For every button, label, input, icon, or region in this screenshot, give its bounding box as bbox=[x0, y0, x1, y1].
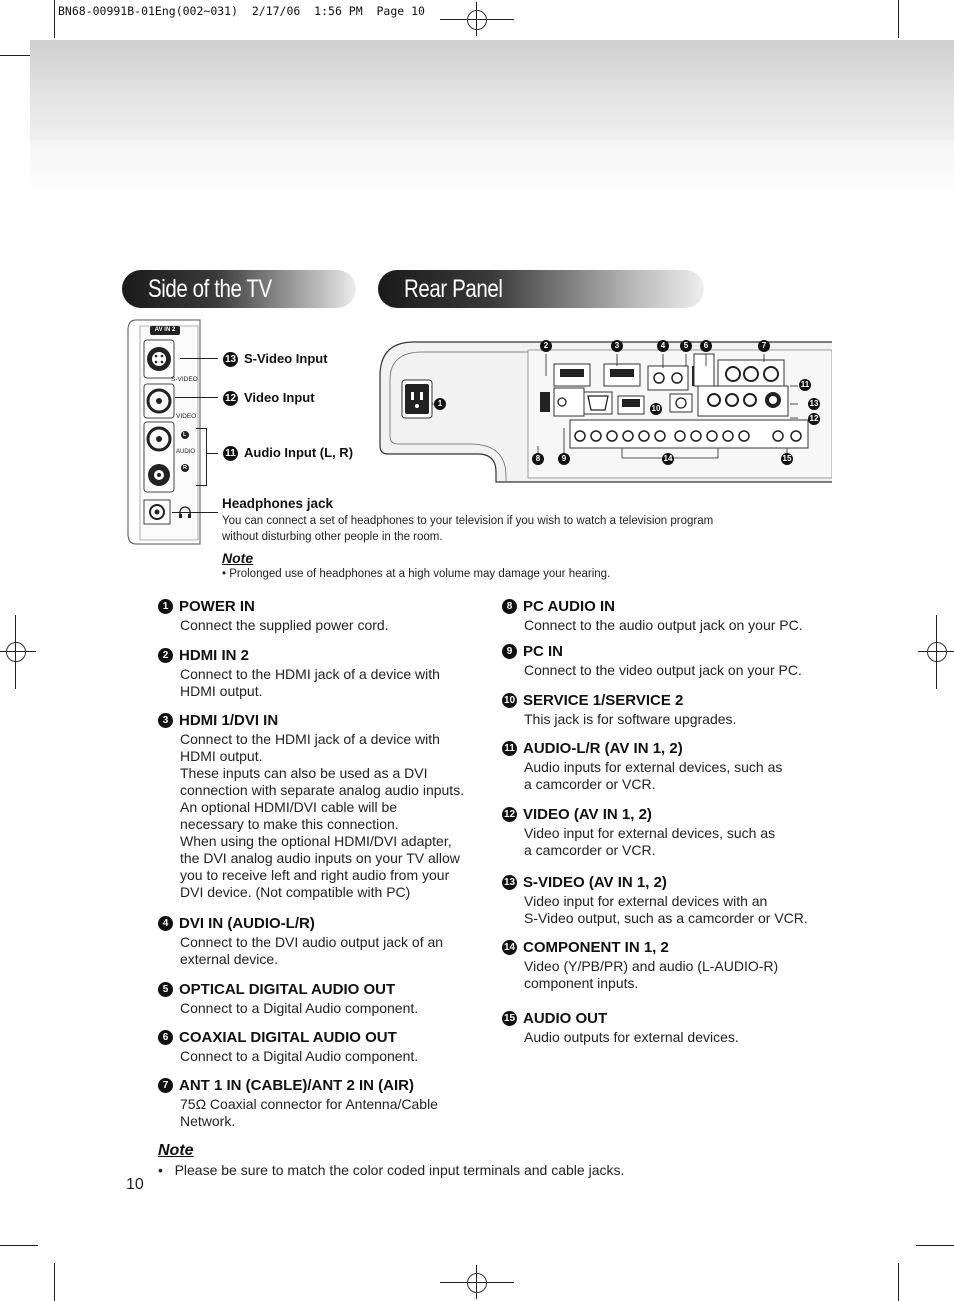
svideo-tag: S-VIDEO bbox=[171, 376, 198, 383]
audio-l-tag: L bbox=[183, 432, 187, 438]
leader-line bbox=[180, 358, 218, 359]
list-item: 3 HDMI 1/DVI IN Connect to the HDMI jack of a device with HDMI output. These inputs can also be used as a DVI connection with separate analog audio inputs. An optional HDMI/DVI cable will be necessary to make this connection. When using the optional HDMI/DVI adapter, the DVI analog audio inputs on your TV allow you to receive left and right audio from your DVI device. (Not compatible with PC) bbox=[158, 712, 464, 901]
section-title-rear: Rear Panel bbox=[378, 270, 704, 308]
audio-r-tag: R bbox=[183, 465, 187, 471]
crop-mark bbox=[898, 1263, 899, 1301]
av-in-2-tag: AV IN 2 bbox=[154, 327, 176, 333]
slug-line: BN68-00991B-01Eng(002~031) 2/17/06 1:56 PM Page 10 bbox=[58, 4, 425, 18]
crop-mark bbox=[54, 1263, 55, 1301]
side-label-audio: 11 Audio Input (L, R) bbox=[223, 445, 353, 461]
crop-mark bbox=[0, 1245, 38, 1246]
list-item: 11 AUDIO-L/R (AV IN 1, 2) Audio inputs for external devices, such as a camcorder or VCR. bbox=[502, 740, 782, 793]
leader-line bbox=[206, 453, 218, 454]
crop-mark bbox=[916, 1245, 954, 1246]
leader-line bbox=[172, 512, 218, 513]
side-note-text: • Prolonged use of headphones at a high volume may damage your hearing. bbox=[222, 568, 611, 580]
header-band bbox=[30, 40, 954, 200]
list-item: 4 DVI IN (AUDIO-L/R) Connect to the DVI audio output jack of an external device. bbox=[158, 915, 443, 968]
rear-callout-11: 11 bbox=[800, 380, 810, 389]
list-item: 8 PC AUDIO IN Connect to the audio output jack on your PC. bbox=[502, 598, 803, 634]
rear-callout-9: 9 bbox=[558, 453, 570, 465]
list-item: 5 OPTICAL DIGITAL AUDIO OUT Connect to a Digital Audio component. bbox=[158, 981, 418, 1017]
list-item: 6 COAXIAL DIGITAL AUDIO OUT Connect to a Digital Audio component. bbox=[158, 1029, 418, 1065]
list-item: 9 PC IN Connect to the video output jack on your PC. bbox=[502, 643, 802, 679]
rear-callout-2: 2 bbox=[540, 340, 552, 352]
list-item: 1 POWER IN Connect the supplied power cord. bbox=[158, 598, 389, 634]
leader-line bbox=[175, 397, 218, 398]
registration-mark-left bbox=[0, 615, 36, 689]
crop-mark bbox=[898, 0, 899, 38]
list-item: 14 COMPONENT IN 1, 2 Video (Y/PB/PR) and audio (L-AUDIO-R) component inputs. bbox=[503, 939, 779, 991]
footer-note-heading: Note bbox=[158, 1142, 194, 1159]
list-item: 2 HDMI IN 2 Connect to the HDMI jack of a device with HDMI output. bbox=[158, 647, 440, 700]
rear-callout-15: 15 bbox=[782, 454, 792, 463]
section-title-side: Side of the TV bbox=[122, 270, 356, 308]
video-tag: VIDEO bbox=[176, 413, 197, 420]
bracket-line bbox=[196, 428, 207, 486]
side-note-heading: Note bbox=[222, 550, 254, 566]
rear-panel-illustration bbox=[378, 336, 832, 486]
rear-callout-10: 10 bbox=[651, 404, 661, 413]
rear-callout-4: 4 bbox=[657, 340, 669, 352]
rear-callout-13: 13 bbox=[809, 399, 819, 408]
rear-callout-12: 12 bbox=[809, 414, 819, 423]
headphones-desc: You can connect a set of headphones to your television if you wish to watch a television program without disturbing other people in the room. bbox=[222, 515, 714, 543]
rear-callout-3: 3 bbox=[611, 340, 623, 352]
side-label-svideo: 13 S-Video Input bbox=[224, 351, 328, 366]
registration-mark-bottom bbox=[440, 1265, 514, 1299]
list-item: 12 VIDEO (AV IN 1, 2) Video input for external devices, such as a camcorder or VCR. bbox=[503, 806, 776, 858]
rear-callout-14: 14 bbox=[663, 454, 673, 463]
footer-note-text: • Please be sure to match the color coded input terminals and cable jacks. bbox=[158, 1162, 625, 1178]
rear-callout-8: 8 bbox=[532, 453, 544, 465]
side-label-video: 12 Video Input bbox=[224, 390, 315, 405]
rear-callout-7: 7 bbox=[758, 340, 770, 352]
headphones-title: Headphones jack bbox=[222, 496, 334, 511]
rear-callout-6: 6 bbox=[700, 340, 712, 352]
list-item: 7 ANT 1 IN (CABLE)/ANT 2 IN (AIR) 75Ω Coaxial connector for Antenna/Cable Network. bbox=[158, 1077, 438, 1130]
crop-mark bbox=[54, 0, 55, 38]
rear-callout-1: 1 bbox=[434, 398, 446, 410]
rear-callout-5: 5 bbox=[680, 340, 692, 352]
page-number: 10 bbox=[126, 1176, 144, 1193]
list-item: 10 SERVICE 1/SERVICE 2 This jack is for software upgrades. bbox=[503, 692, 737, 727]
audio-tag: AUDIO bbox=[176, 449, 196, 455]
list-item: 13 S-VIDEO (AV IN 1, 2) Video input for external devices with an S-Video output, such as a camcorder or VCR. bbox=[503, 874, 808, 926]
list-item: 15 AUDIO OUT Audio outputs for external devices. bbox=[503, 1010, 739, 1045]
registration-mark-right bbox=[918, 615, 954, 689]
registration-mark-top bbox=[440, 2, 514, 36]
